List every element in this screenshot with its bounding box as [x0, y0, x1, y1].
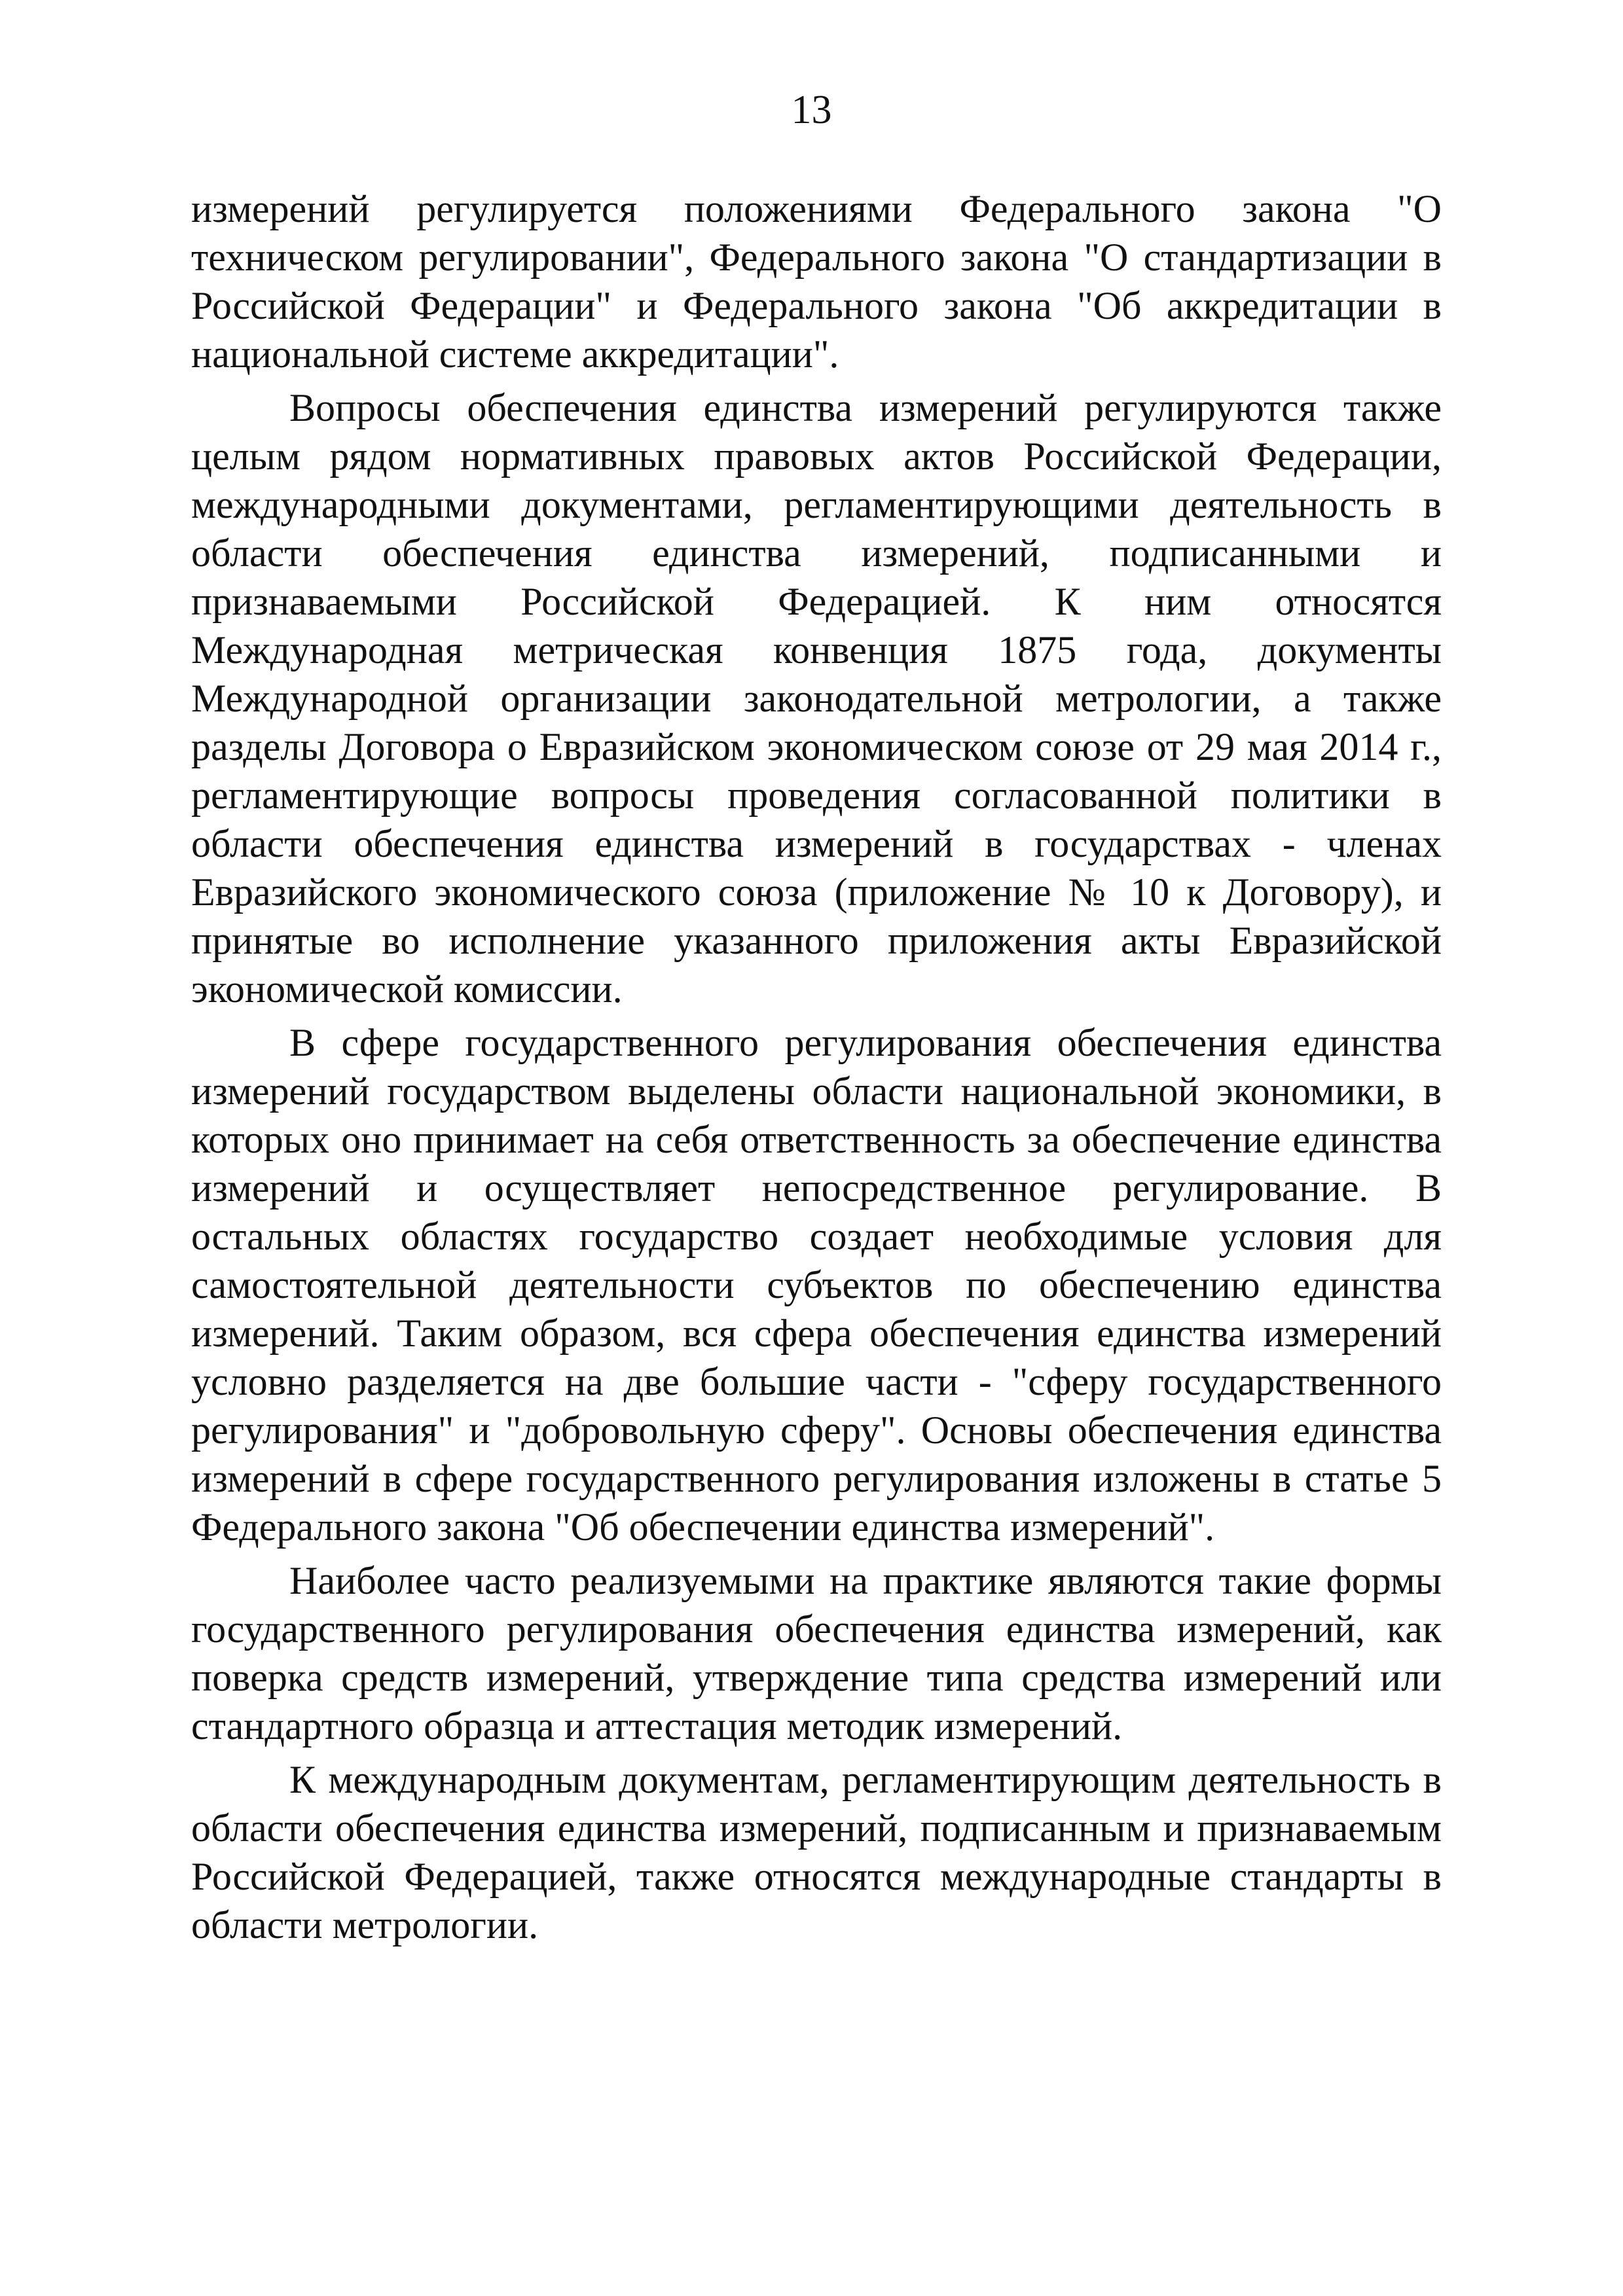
- page-number: 13: [791, 88, 832, 132]
- paragraph-legal-acts: Вопросы обеспечения единства измерений регулируются также целым рядом нормативных правовых актов Российской Федерации, международными документами, регламентирующими деятельность в области обеспечения единства измерений, подписанными и признаваемыми Российской Федерацией. К ним относятся Международная метрическая конвенция 1875 года, документы Международной организации законодательной метрологии, а также разделы Договора о Евразийском экономическом союзе от 29 мая 2014 г., регламентирующие вопросы проведения согласованной политики в области обеспечения единства измерений в государствах - членах Евразийского экономического союза (приложение № 10 к Договору), и принятые во исполнение указанного приложения акты Евразийской экономической комиссии.: [191, 386, 1442, 1011]
- document-body: [191, 185, 1442, 1949]
- paragraph-state-regulation: В сфере государственного регулирования обеспечения единства измерений государством выделены области национальной экономики, в которых оно принимает на себя ответственность за обеспечение единства измерений и осуществляет непосредственное регулирование. В остальных областях государство создает необходимые условия для самостоятельной деятельности субъектов по обеспечению единства измерений. Таким образом, вся сфера обеспечения единства измерений условно разделяется на две большие части - "сферу государственного регулирования" и "добровольную сферу". Основы обеспечения единства измерений в сфере государственного регулирования изложены в статье 5 Федерального закона "Об обеспечении единства измерений".: [191, 1021, 1442, 1549]
- paragraph-continuation: измерений регулируется положениями Федерального закона "О техническом регулировании", Федерального закона "О стандартизации в Российской Федерации" и Федерального закона "Об аккредитации в национальной системе аккредитации".: [191, 187, 1442, 376]
- paragraph-international-standards: К международным документам, регламентирующим деятельность в области обеспечения единства измерений, подписанным и признаваемым Российской Федерацией, также относятся международные стандарты в области метрологии.: [191, 1758, 1442, 1946]
- paragraph-regulation-forms: Наиболее часто реализуемыми на практике являются такие формы государственного регулирования обеспечения единства измерений, как поверка средств измерений, утверждение типа средства измерений или стандартного образца и аттестация методик измерений.: [191, 1559, 1442, 1748]
